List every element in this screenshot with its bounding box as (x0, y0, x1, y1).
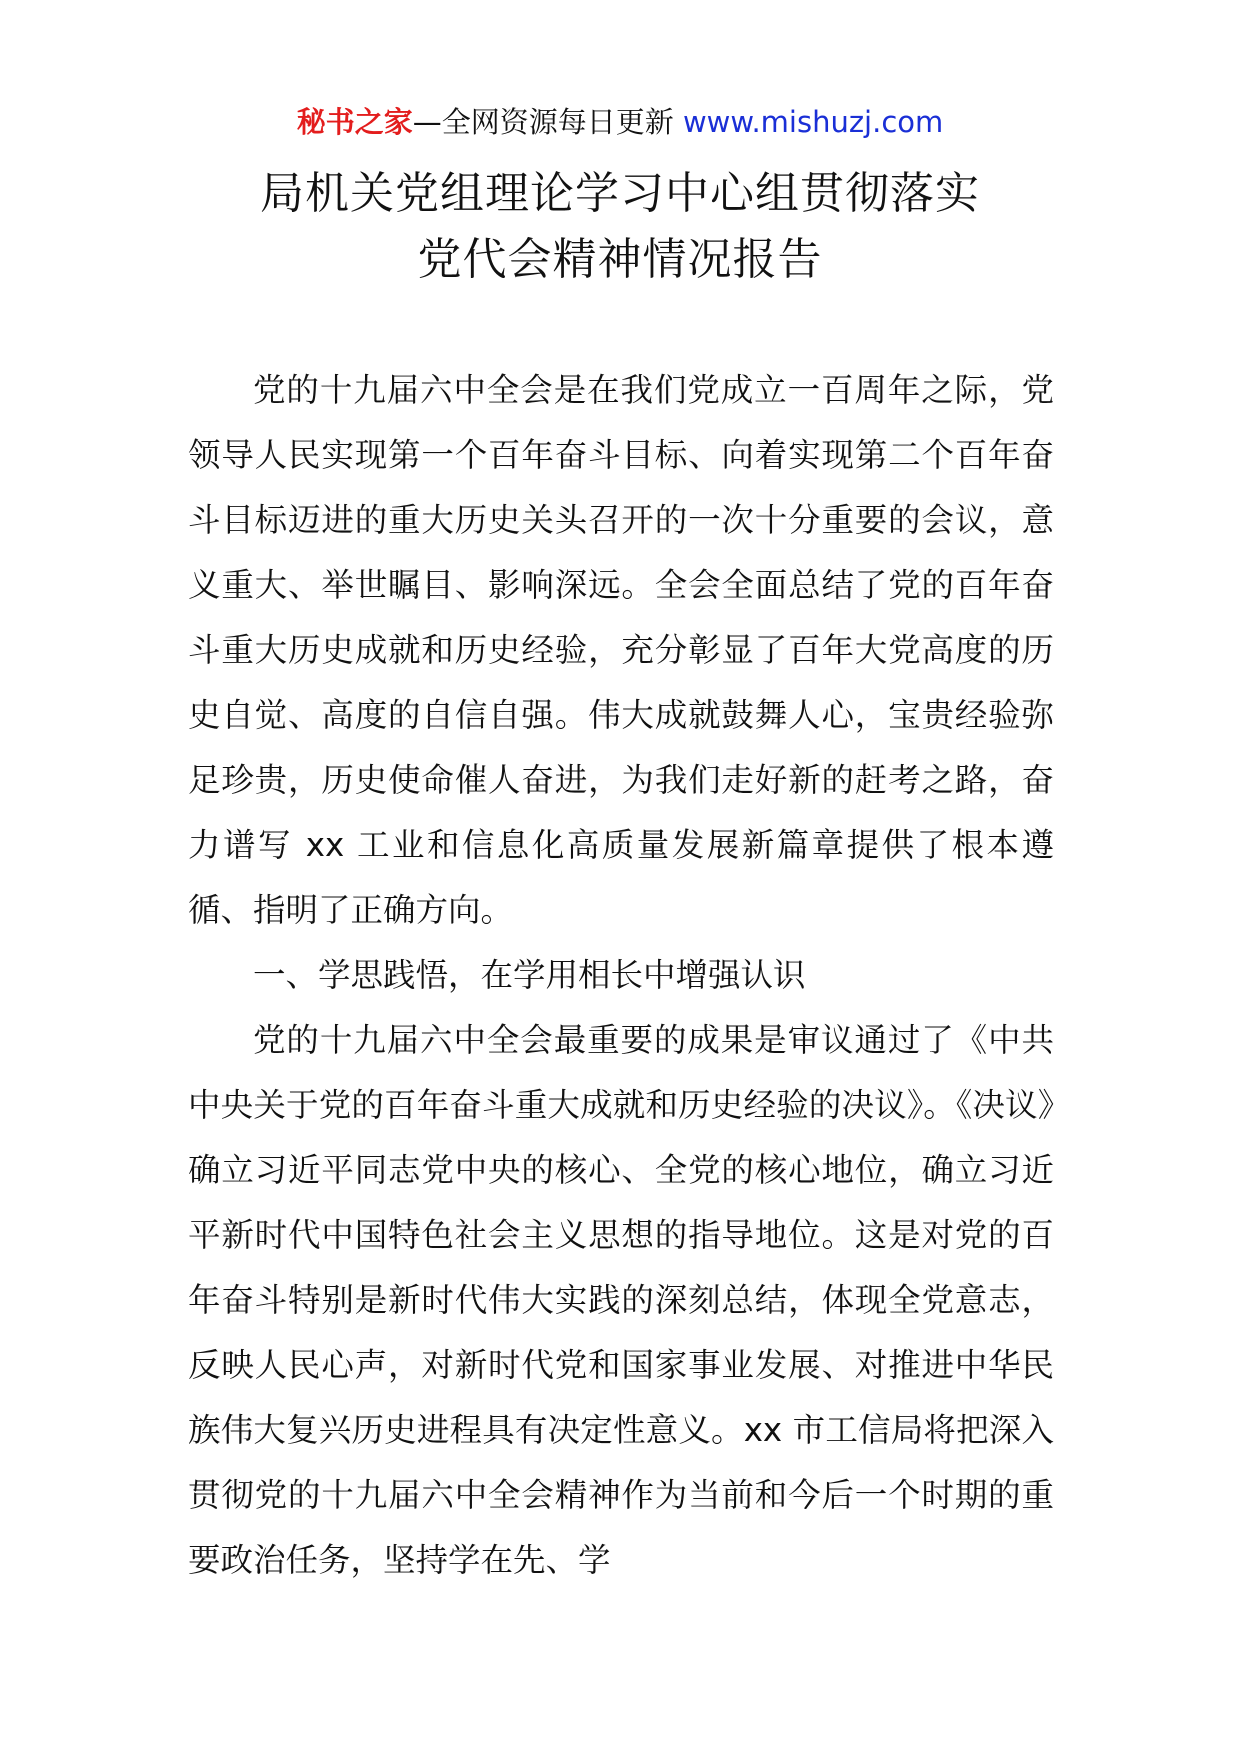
document-title-line-2: 党代会精神情况报告 (417, 234, 823, 285)
body-paragraph-1: 党的十九届六中全会是在我们党成立一百周年之际，党领导人民实现第一个百年奋斗目标、向着实现第二个百年奋斗目标迈进的重大历史关头召开的一次十分重要的会议，意义重大、举世瞩目、影响深远。全会全面总结了党的百年奋斗重大历史成就和历史经验，充分彰显了百年大党高度的历史自觉、高度的自信自强。伟大成就鼓舞人心，宝贵经验弥足珍贵，历史使命催人奋进，为我们走好新的赶考之路，奋力谱写 xx 工业和信息化高质量发展新篇章提供了根本遵循、指明了正确方向。 (188, 371, 1054, 929)
section-heading-1: 一、学思践悟，在学用相长中增强认识 (253, 956, 806, 994)
site-url-link[interactable]: www.mishuzj.com (682, 105, 944, 139)
document-body (188, 358, 1054, 1593)
body-paragraph-2: 党的十九届六中全会最重要的成果是审议通过了《中共中央关于党的百年奋斗重大成就和历史经验的决议》。《决议》确立习近平同志党中央的核心、全党的核心地位，确立习近平新时代中国特色社会主义思想的指导地位。这是对党的百年奋斗特别是新时代伟大实践的深刻总结，体现全党意志，反映人民心声，对新时代党和国家事业发展、对推进中华民族伟大复兴历史进程具有决定性意义。xx 市工信局将把深入贯彻党的十九届六中全会精神作为当前和今后一个时期的重要政治任务，坚持学在先、学 (188, 1021, 1054, 1579)
header-tagline: —全网资源每日更新 (412, 105, 674, 139)
site-header (0, 100, 1240, 144)
brand-name: 秘书之家 (296, 105, 413, 139)
document-title-line-1: 局机关党组理论学习中心组贯彻落实 (260, 168, 980, 219)
